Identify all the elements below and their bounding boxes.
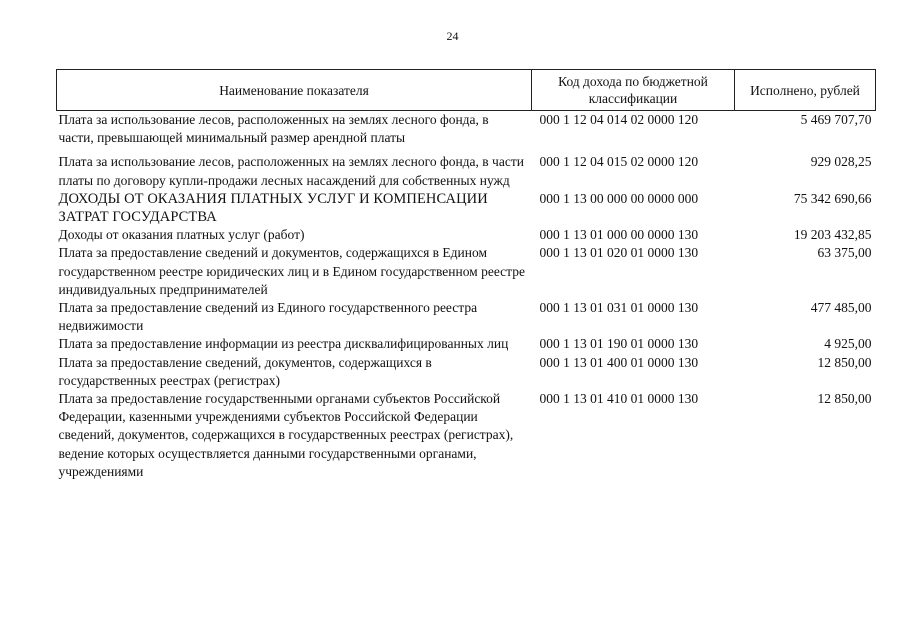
row-executed: 12 850,00 <box>817 354 872 370</box>
table-header-row <box>57 70 876 111</box>
row-code: 000 1 13 01 400 01 0000 130 <box>539 354 699 370</box>
row-name: Плата за использование лесов, расположенных на землях лесного фонда, в части платы по договору купли-продажи лесных насаждений для собственных нужд <box>58 154 524 188</box>
row-code: 000 1 13 01 410 01 0000 130 <box>539 391 699 407</box>
row-code: 000 1 13 01 000 00 0000 130 <box>539 227 699 243</box>
row-name: Плата за предоставление информации из реестра дисквалифицированных лиц <box>58 336 509 352</box>
row-executed: 929 028,25 <box>810 154 872 170</box>
row-name: Плата за использование лесов, расположенных на землях лесного фонда, в части, превышающей минимальный размер арендной платы <box>58 112 489 146</box>
row-executed: 477 485,00 <box>810 300 872 316</box>
header-income-code: Код дохода по бюджетной классификации <box>532 70 735 111</box>
header-executed-amount: Исполнено, рублей <box>735 70 876 111</box>
row-name: Плата за предоставление сведений и документов, содержащихся в Едином государственном реестре юридических лиц и в Едином государственном реестре индивидуальных предпринимателей <box>58 245 525 297</box>
row-name: ДОХОДЫ ОТ ОКАЗАНИЯ ПЛАТНЫХ УСЛУГ И КОМПЕНСАЦИИ ЗАТРАТ ГОСУДАРСТВА <box>58 190 488 226</box>
row-code: 000 1 12 04 015 02 0000 120 <box>539 154 699 170</box>
table-row <box>57 244 876 299</box>
row-executed: 19 203 432,85 <box>793 227 872 243</box>
table-row <box>57 354 876 390</box>
table-row <box>57 335 876 353</box>
row-name: Плата за предоставление государственными органами субъектов Российской Федерации, казенными учреждениями субъектов Российской Федерации сведений, документов, содержащихся в государственных реестрах (регистрах), ведение которых осуществляется данными государственными органами, учреждениями <box>58 391 514 479</box>
row-code: 000 1 13 01 031 01 0000 130 <box>539 300 699 316</box>
row-executed: 12 850,00 <box>817 391 872 407</box>
row-name: Доходы от оказания платных услуг (работ) <box>58 227 305 243</box>
row-executed: 63 375,00 <box>817 245 872 261</box>
row-code: 000 1 12 04 014 02 0000 120 <box>539 112 699 127</box>
row-code: 000 1 13 01 020 01 0000 130 <box>539 245 699 261</box>
page-number: 24 <box>446 29 459 43</box>
header-indicator-name: Наименование показателя <box>57 70 532 111</box>
row-code: 000 1 13 01 190 01 0000 130 <box>539 336 699 352</box>
row-executed: 4 925,00 <box>824 336 872 352</box>
row-executed: 75 342 690,66 <box>793 190 872 206</box>
table-row <box>57 226 876 244</box>
revenue-table <box>56 69 876 481</box>
table-row <box>57 190 876 226</box>
revenue-table-container <box>56 69 875 481</box>
table-row <box>57 147 876 189</box>
row-executed: 5 469 707,70 <box>800 112 872 127</box>
row-name: Плата за предоставление сведений, документов, содержащихся в государственных реестрах (регистрах) <box>58 354 432 388</box>
table-row <box>57 111 876 148</box>
row-code: 000 1 13 00 000 00 0000 000 <box>539 190 699 206</box>
table-row <box>57 390 876 481</box>
row-name: Плата за предоставление сведений из Единого государственного реестра недвижимости <box>58 300 478 334</box>
table-row <box>57 299 876 335</box>
